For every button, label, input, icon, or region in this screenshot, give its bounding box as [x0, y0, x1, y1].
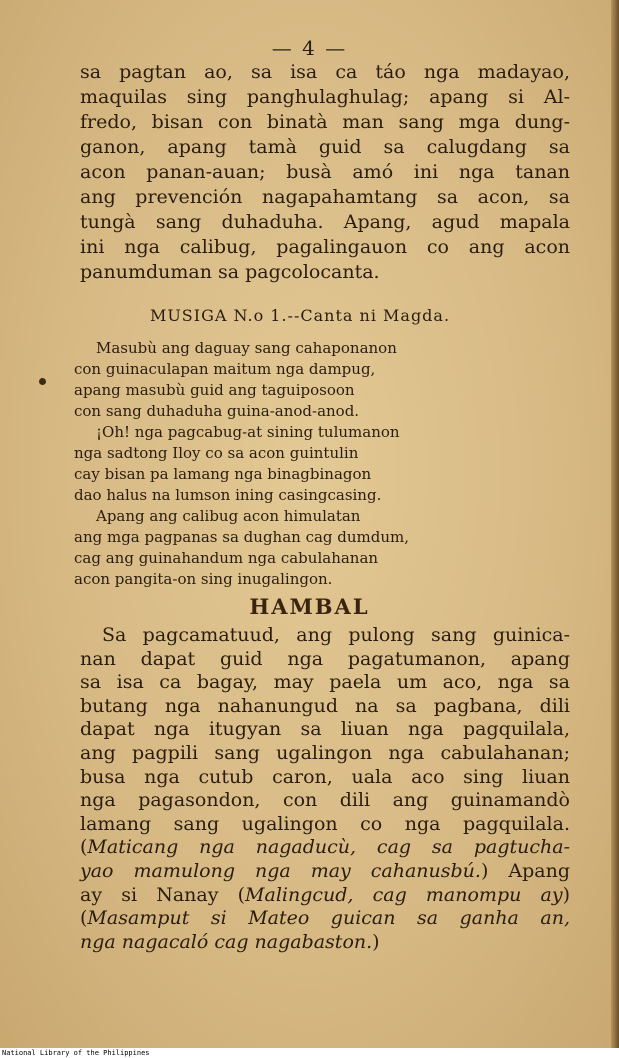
text-run: busa nga cutub caron, uala aco sing liuan: [80, 765, 570, 788]
paragraph-1-line: fredo, bisan con binatà man sang mga dung-: [80, 111, 570, 133]
ink-spot: [39, 378, 46, 385]
paragraph-2-line: [80, 813, 570, 837]
italic-stage-direction: Malingcud, cag manompu ay: [245, 883, 563, 906]
text-run: ): [372, 930, 380, 953]
song-lyrics: [74, 338, 514, 590]
paragraph-2-line: [80, 624, 570, 648]
song-line: cay bisan pa lamang nga binagbinagon: [74, 465, 372, 483]
paragraph-2-line: [80, 907, 570, 931]
paragraph-2-line: [80, 766, 570, 790]
text-run: Sa pagcamatuud, ang pulong sang guinica-: [102, 624, 570, 646]
paragraph-1-line: acon panan-auan; busà amó ini nga tanan: [80, 161, 570, 183]
song-line: dao halus na lumson ining casingcasing.: [74, 486, 382, 504]
song-line: con guinaculapan maitum nga dampug,: [74, 360, 376, 378]
text-run: ay si Nanay (: [80, 883, 246, 906]
section-heading: HAMBAL: [249, 594, 370, 619]
song-line: ¡Oh! nga pagcabug-at sining tulumanon: [96, 423, 400, 441]
song-line: ang mga pagpanas sa dughan cag dumdum,: [74, 528, 410, 546]
paragraph-2-line: [80, 671, 570, 695]
paragraph-2-line: [80, 718, 570, 742]
italic-stage-direction: nga nagacaló cag nagabaston.: [80, 930, 373, 953]
text-run: (: [80, 836, 88, 859]
paragraph-2: [80, 624, 570, 954]
song-line: acon pangita-on sing inugalingon.: [74, 570, 333, 588]
paragraph-1-line: maquilas sing panghulaghulag; apang si Al-: [80, 86, 570, 108]
page-number: — 4 —: [271, 36, 348, 60]
paragraph-2-line: [80, 931, 570, 955]
paragraph-2-line: [80, 742, 570, 766]
italic-stage-direction: Masamput si Mateo guican sa ganha an,: [87, 907, 570, 930]
text-run: sa isa ca bagay, may paela um aco, nga sa: [80, 671, 570, 694]
song-line: con sang duhaduha guina-anod-anod.: [74, 402, 360, 420]
paragraph-2-line: [80, 884, 570, 908]
paragraph-1: [80, 60, 570, 285]
song-line: Apang ang calibug acon himulatan: [96, 507, 361, 525]
paragraph-2-line: [80, 789, 570, 813]
song-line: apang masubù guid ang taguiposoon: [74, 381, 355, 399]
paragraph-1-line: ang prevención nagapahamtang sa acon, sa: [80, 186, 570, 208]
text-run: ) Apang: [480, 859, 570, 882]
italic-stage-direction: Maticang nga nagaducù, cag sa pagtucha-: [87, 836, 570, 859]
paragraph-2-line: [80, 836, 570, 860]
footer-credit: National Library of the Philippines: [2, 1049, 150, 1057]
paragraph-2-line: [80, 648, 570, 672]
text-run: butang nga nahanungud na sa pagbana, dili: [80, 694, 570, 717]
italic-stage-direction: yao mamulong nga may cahanusbú.: [80, 859, 481, 882]
song-line: nga sadtong Iloy co sa acon guintulin: [74, 444, 359, 462]
text-run: nga pagasondon, con dili ang guinamandò: [80, 789, 570, 812]
paragraph-1-line: ganon, apang tamà guid sa calugdang sa: [80, 136, 570, 158]
text-run: nan dapat guid nga pagatumanon, apang: [80, 647, 570, 670]
song-line: cag ang guinahandum nga cabulahanan: [74, 549, 379, 567]
paragraph-1-line: ini nga calibug, pagalingauon co ang acon: [80, 236, 570, 258]
paragraph-1-line: panumduman sa pagcolocanta.: [80, 261, 380, 283]
song-line: Masubù ang daguay sang cahaponanon: [96, 339, 397, 357]
paragraph-1-line: sa pagtan ao, sa isa ca táo nga madayao,: [80, 61, 570, 83]
text-run: ): [562, 883, 570, 906]
text-run: dapat nga itugyan sa liuan nga pagquilala,: [80, 718, 570, 741]
paragraph-1-line: tungà sang duhaduha. Apang, agud mapala: [80, 211, 570, 233]
text-run: lamang sang ugalingon co nga pagquilala.: [80, 812, 570, 835]
text-run: (: [80, 907, 88, 930]
song-heading: MUSIGA N.o 1.--Canta ni Magda.: [149, 306, 451, 325]
paragraph-2-line: [80, 695, 570, 719]
text-run: ang pagpili sang ugalingon nga cabulahanan;: [80, 741, 570, 764]
paragraph-2-line: [80, 860, 570, 884]
